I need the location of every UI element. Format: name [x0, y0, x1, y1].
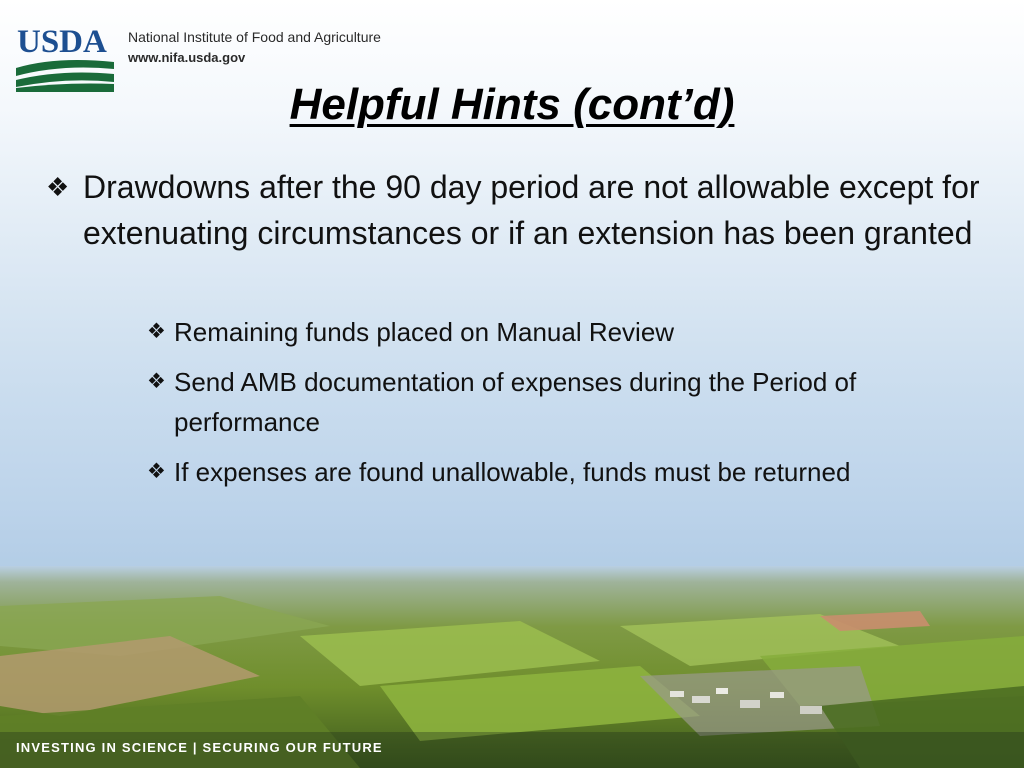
agency-url: www.nifa.usda.gov	[128, 50, 246, 65]
sub-bullet	[147, 312, 967, 352]
sub-bullet	[147, 362, 967, 442]
sub-bullet-text: Remaining funds placed on Manual Review	[174, 317, 675, 347]
sub-bullet-text: If expenses are found unallowable, funds must be returned	[174, 457, 851, 487]
agency-name: National Institute of Food and Agriculture	[128, 29, 381, 45]
diamond-bullet-icon: ❖	[46, 172, 70, 202]
diamond-bullet-icon: ❖	[147, 370, 166, 393]
sub-bullet-text: Send AMB documentation of expenses during the Period of performance	[174, 367, 857, 437]
main-bullet	[46, 164, 986, 256]
sub-bullet	[147, 452, 967, 492]
usda-logo-text: USDA	[17, 24, 107, 60]
main-bullet-text: Drawdowns after the 90 day period are not allowable except for extenuating circumstances or if an extension has been granted	[83, 169, 980, 251]
farmland-landscape-image	[0, 566, 1024, 768]
diamond-bullet-icon: ❖	[147, 320, 166, 343]
footer-tagline: INVESTING IN SCIENCE | SECURING OUR FUTURE	[16, 740, 383, 755]
diamond-bullet-icon: ❖	[147, 460, 166, 483]
slide-title: Helpful Hints (cont’d)	[289, 80, 735, 129]
